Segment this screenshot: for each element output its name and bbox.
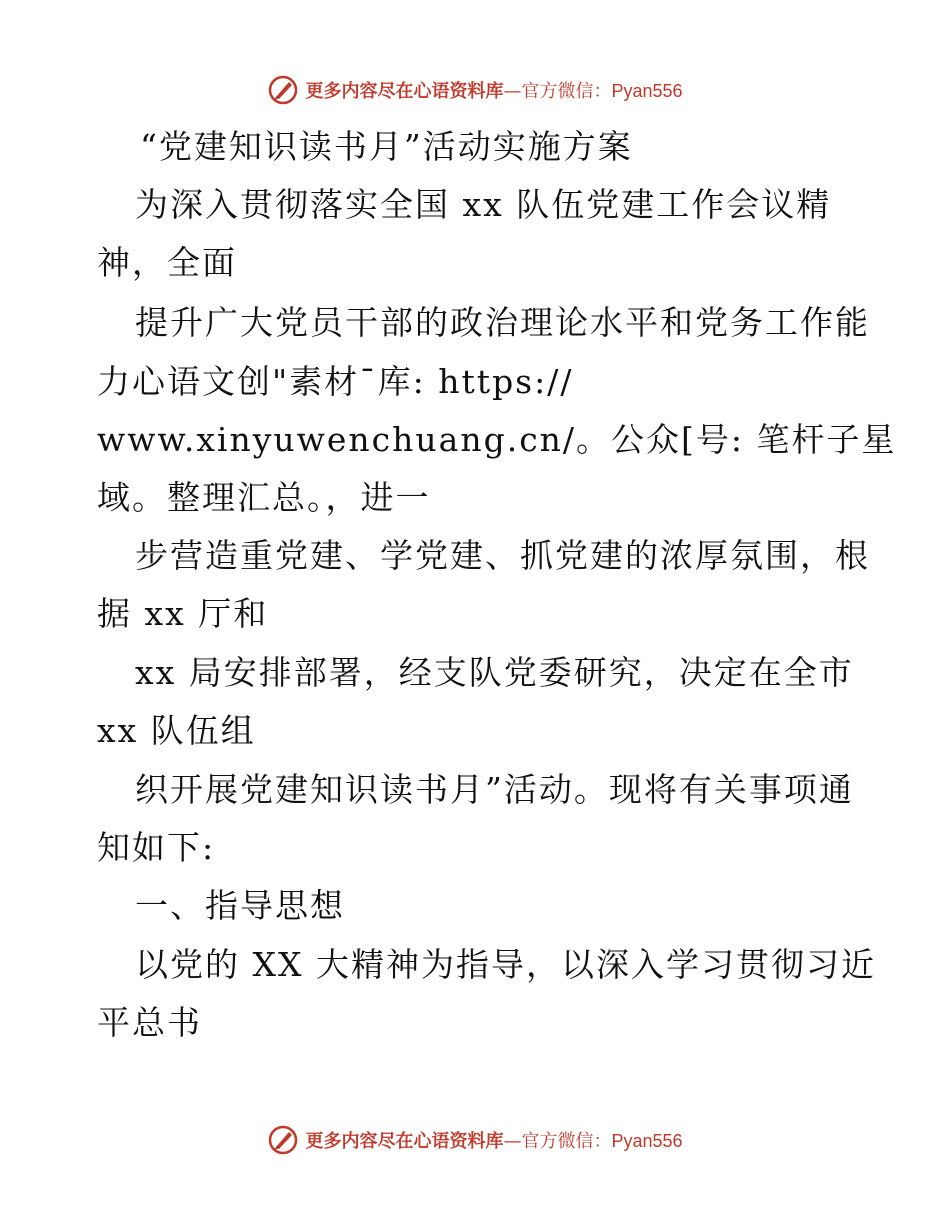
paragraph-line: 以党的 XX 大精神为指导，以深入学习贯彻习近 (135, 945, 876, 984)
paragraph-line: 步营造重党建、学党建、抓党建的浓厚氛围，根 (135, 536, 870, 575)
quill-pen-logo-icon (267, 1124, 299, 1156)
document-title: “党建知识读书月”活动实施方案 (140, 127, 633, 166)
watermark-text (305, 1127, 682, 1153)
paragraph-line: 为深入贯彻落实全国 xx 队伍党建工作会议精 (135, 185, 832, 224)
watermark-main: 更多内容尽在心语资料库 (305, 81, 504, 102)
watermark-dash: — (503, 1131, 522, 1152)
paragraph-line: xx 队伍组 (97, 711, 256, 750)
section-heading: 一、指导思想 (135, 886, 345, 925)
paragraph-line: 平总书 (97, 1003, 202, 1042)
paragraph-line: 力心语文创"素材¯库: https:// (97, 362, 574, 401)
paragraph-line: 知如下: (97, 828, 216, 867)
watermark-dash: — (503, 81, 522, 102)
paragraph-line: 神，全面 (97, 243, 237, 282)
paragraph-line: xx 局安排部署，经支队党委研究，决定在全市 (135, 653, 854, 692)
watermark-wechat-id: Pyan556 (611, 81, 683, 101)
watermark-wechat-id: Pyan556 (611, 1131, 683, 1151)
watermark-official-label: 官方微信： (521, 81, 612, 102)
paragraph-line: 织开展党建知识读书月”活动。现将有关事项通 (135, 770, 854, 809)
watermark-official-label: 官方微信： (521, 1131, 612, 1152)
paragraph-line: 提升广大党员干部的政治理论水平和党务工作能 (135, 303, 870, 342)
footer-watermark (0, 1120, 950, 1160)
watermark-main: 更多内容尽在心语资料库 (305, 1131, 504, 1152)
paragraph-line: www.xinyuwenchuang.cn/。公众[号: 笔杆子星 (97, 420, 897, 459)
paragraph-line: 域。整理汇总。，进一 (97, 478, 431, 517)
paragraph-line: 据 xx 厅和 (97, 594, 269, 633)
